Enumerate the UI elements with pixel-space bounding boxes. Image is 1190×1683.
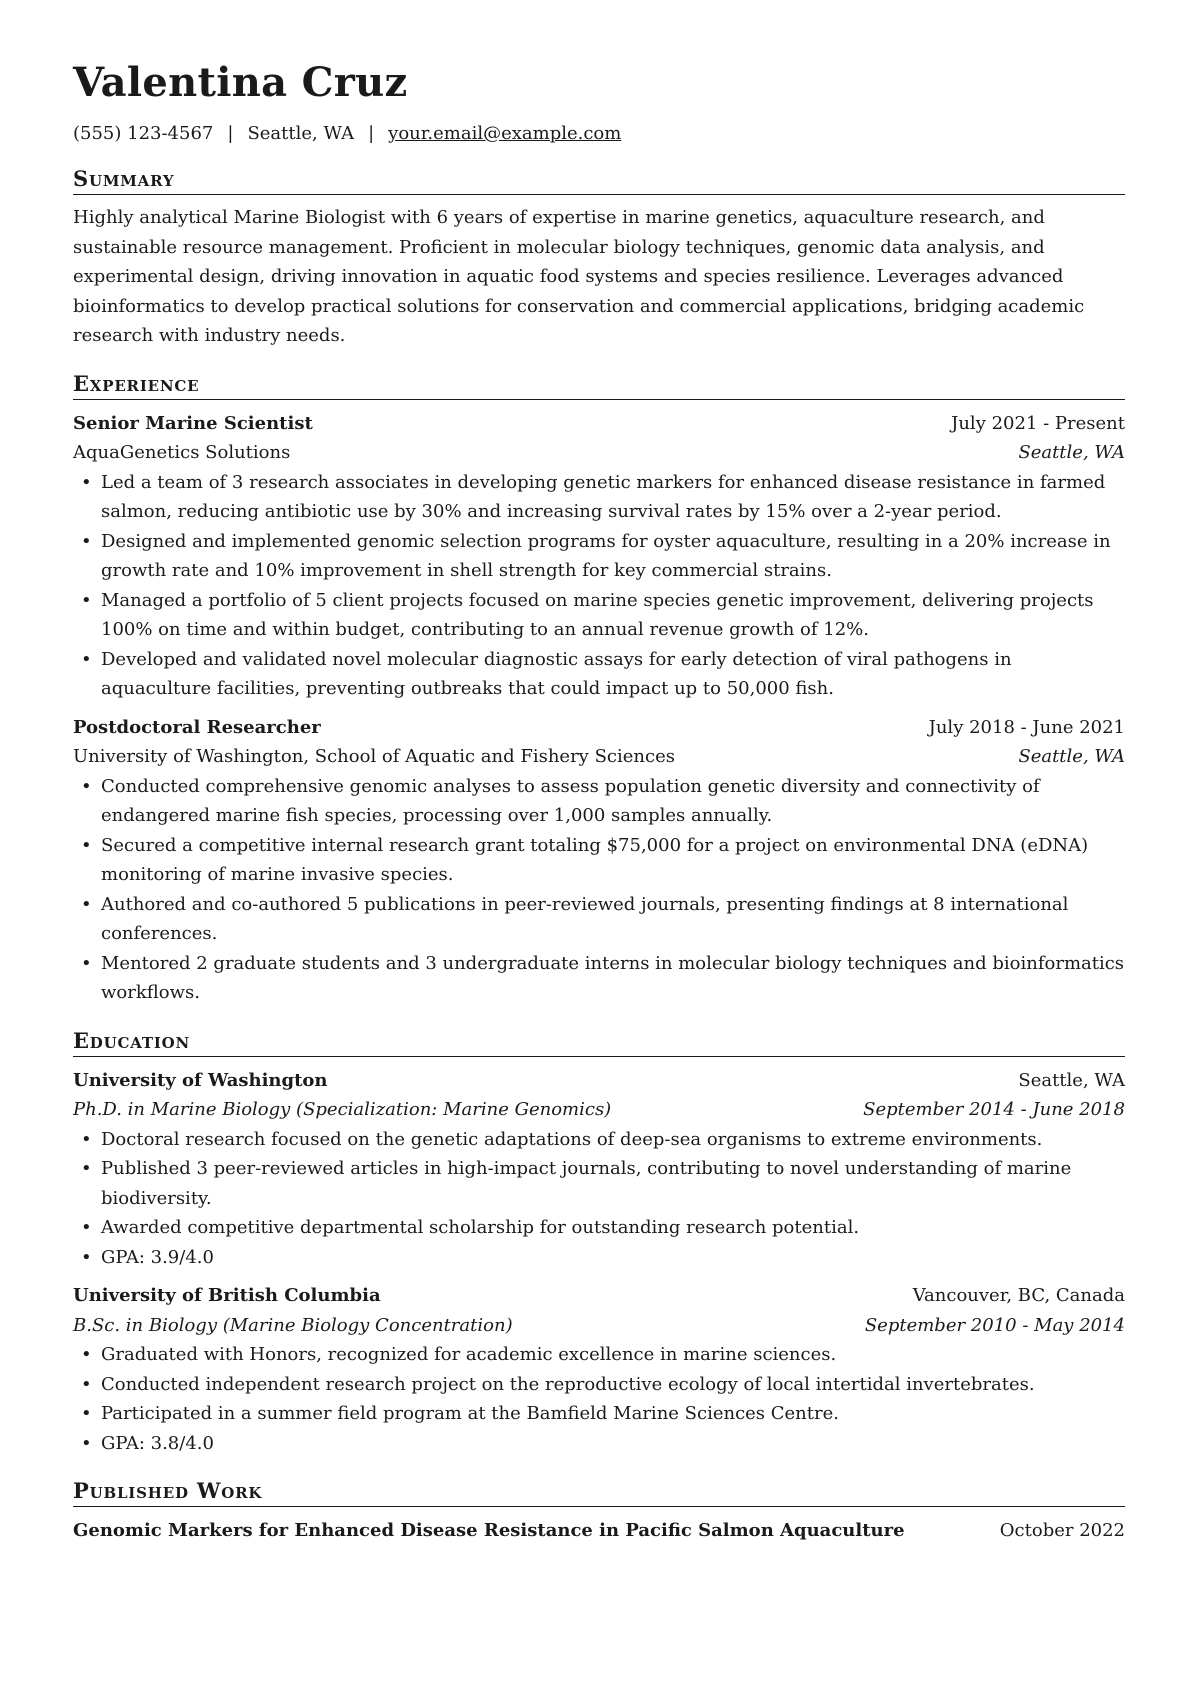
job-title: Postdoctoral Researcher	[73, 716, 321, 738]
list-item: • Awarded competitive departmental scholarship for outstanding research potential.	[73, 1213, 1125, 1243]
experience-entry	[73, 713, 1125, 1008]
degree: Ph.D. in Marine Biology (Specialization: Marine Genomics)	[73, 1099, 612, 1120]
list-item: • Led a team of 3 research associates in developing genetic markers for enhanced disease resistance in farmed salmon, reducing antibiotic use by 30% and increasing survival rates by 15% over a 2-year period.	[73, 468, 1125, 527]
list-item: • Conducted comprehensive genomic analyses to assess population genetic diversity and connectivity of endangered marine fish species, processing over 1,000 samples annually.	[73, 772, 1125, 831]
list-item: • Conducted independent research project on the reproductive ecology of local intertidal invertebrates.	[73, 1370, 1125, 1400]
list-item: • Graduated with Honors, recognized for academic excellence in marine sciences.	[73, 1340, 1125, 1370]
published-work-heading: Published Work	[73, 1478, 1125, 1507]
contact-separator: |	[227, 123, 234, 144]
job-dates: July 2018 - June 2021	[928, 716, 1125, 738]
education-bullets	[73, 1340, 1125, 1458]
employer: University of Washington, School of Aquatic and Fishery Sciences	[73, 746, 675, 767]
experience-entry	[73, 409, 1125, 704]
list-item: • Secured a competitive internal research grant totaling $75,000 for a project on environmental DNA (eDNA) monitoring of marine invasive species.	[73, 831, 1125, 890]
school-location: Seattle, WA	[1018, 1069, 1125, 1091]
publication-title: Genomic Markers for Enhanced Disease Resistance in Pacific Salmon Aquaculture	[73, 1520, 905, 1541]
resume-page	[73, 58, 1125, 1546]
job-location: Seattle, WA	[1018, 442, 1125, 463]
list-item: • Doctoral research focused on the genetic adaptations of deep-sea organisms to extreme environments.	[73, 1125, 1125, 1155]
job-bullets	[73, 468, 1125, 704]
school-name: University of Washington	[73, 1069, 328, 1091]
publication-entry	[73, 1516, 1125, 1546]
school-location: Vancouver, BC, Canada	[912, 1285, 1125, 1306]
summary-text: Highly analytical Marine Biologist with 6 years of expertise in marine genetics, aquaculture research, and sustainable resource management. Proficient in molecular biology techniques, genomic data analysis, and experimental design, driving innovation in aquatic food systems and species resilience. Leverages advanced bioinformatics to develop practical solutions for conservation and commercial applications, bridging academic research with industry needs.	[73, 207, 1085, 346]
list-item: • Participated in a summer field program at the Bamfield Marine Sciences Centre.	[73, 1399, 1125, 1429]
list-item: • Authored and co-authored 5 publications in peer-reviewed journals, presenting findings at 8 international conferences.	[73, 890, 1125, 949]
degree: B.Sc. in Biology (Marine Biology Concentration)	[73, 1314, 513, 1336]
education-dates: September 2014 - June 2018	[863, 1099, 1125, 1120]
list-item: • Mentored 2 graduate students and 3 undergraduate interns in molecular biology techniques and bioinformatics workflows.	[73, 949, 1125, 1008]
list-item: • Developed and validated novel molecular diagnostic assays for early detection of viral pathogens in aquaculture facilities, preventing outbreaks that could impact up to 50,000 fish.	[73, 645, 1125, 704]
phone-number: (555) 123-4567	[73, 123, 214, 144]
education-entry	[73, 1281, 1125, 1458]
education-heading: Education	[73, 1028, 1125, 1057]
list-item: • Designed and implemented genomic selection programs for oyster aquaculture, resulting in a 20% increase in growth rate and 10% improvement in shell strength for key commercial strains.	[73, 527, 1125, 586]
school-name: University of British Columbia	[73, 1285, 381, 1306]
job-dates: July 2021 - Present	[951, 412, 1125, 434]
job-bullets	[73, 772, 1125, 1008]
list-item: • GPA: 3.9/4.0	[73, 1243, 1125, 1273]
education-bullets	[73, 1125, 1125, 1273]
list-item: • Published 3 peer-reviewed articles in high-impact journals, contributing to novel understanding of marine biodiversity.	[73, 1154, 1125, 1213]
email-link[interactable]: your.email@example.com	[388, 123, 622, 144]
candidate-name: Valentina Cruz	[73, 59, 408, 106]
education-entry	[73, 1066, 1125, 1273]
employer: AquaGenetics Solutions	[73, 442, 291, 463]
list-item: • Managed a portfolio of 5 client projects focused on marine species genetic improvement, delivering projects 100% on time and within budget, contributing to an annual revenue growth of 12%.	[73, 586, 1125, 645]
education-dates: September 2010 - May 2014	[864, 1314, 1125, 1336]
publication-date: October 2022	[999, 1520, 1125, 1541]
summary-heading: Summary	[73, 166, 1125, 195]
contact-location: Seattle, WA	[247, 123, 355, 144]
contact-line	[73, 122, 1125, 146]
list-item: • GPA: 3.8/4.0	[73, 1429, 1125, 1459]
job-title: Senior Marine Scientist	[73, 412, 313, 434]
experience-heading: Experience	[73, 371, 1125, 400]
job-location: Seattle, WA	[1018, 746, 1125, 767]
contact-separator: |	[368, 123, 375, 144]
